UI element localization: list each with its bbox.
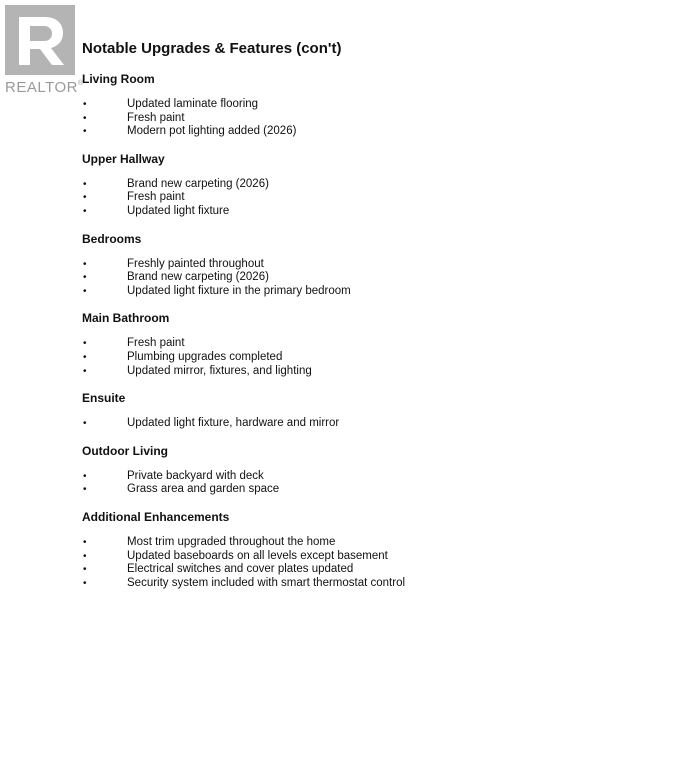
list-item: • Electrical switches and cover plates updated (83, 563, 354, 576)
list-item: • Modern pot lighting added (2026) (83, 125, 297, 138)
section-outdoor-living (82, 444, 642, 497)
bullet-icon: • (83, 338, 87, 350)
bullet-icon: • (83, 418, 87, 430)
realtor-r-logo-icon (5, 5, 75, 75)
feature-list (82, 178, 642, 219)
bullet-icon: • (83, 577, 87, 589)
bullet-icon: • (83, 272, 87, 284)
section-heading: Upper Hallway (82, 151, 165, 166)
list-item: • Updated light fixture in the primary bedroom (83, 284, 351, 297)
bullet-icon: • (83, 258, 87, 270)
bullet-icon: • (83, 178, 87, 190)
section-upper-hallway (82, 152, 642, 219)
section-heading: Main Bathroom (82, 311, 170, 326)
bullet-icon: • (83, 550, 87, 562)
section-additional-enhancements (82, 510, 642, 590)
page-title: Notable Upgrades & Features (con't) (82, 40, 342, 57)
list-item: • Updated light fixture (83, 204, 230, 217)
feature-list (82, 258, 642, 299)
feature-list (82, 536, 642, 590)
feature-list (82, 98, 642, 139)
section-heading: Outdoor Living (82, 443, 168, 458)
section-heading: Living Room (82, 72, 155, 86)
features-content (82, 72, 642, 603)
realtor-logo (5, 5, 84, 96)
bullet-icon: • (83, 112, 87, 124)
bullet-icon: • (83, 351, 87, 363)
list-item: • Fresh paint (83, 337, 185, 350)
section-main-bathroom (82, 311, 642, 378)
list-item: • Security system included with smart thermostat control (83, 576, 406, 589)
section-heading: Additional Enhancements (82, 509, 230, 524)
bullet-icon: • (83, 285, 87, 297)
feature-list (82, 417, 642, 431)
realtor-wordmark: REALTOR® (5, 79, 84, 96)
list-item: • Private backyard with deck (83, 469, 264, 482)
bullet-icon: • (83, 470, 87, 482)
list-item: • Fresh paint (83, 111, 185, 124)
bullet-icon: • (83, 365, 87, 377)
list-item: • Freshly painted throughout (83, 257, 264, 270)
section-heading: Bedrooms (82, 231, 142, 246)
bullet-icon: • (83, 99, 87, 110)
bullet-icon: • (83, 564, 87, 576)
feature-list (82, 337, 642, 378)
list-item: • Grass area and garden space (83, 483, 280, 496)
list-item: • Updated light fixture, hardware and mirror (83, 417, 340, 430)
bullet-icon: • (83, 205, 87, 217)
section-ensuite (82, 391, 642, 431)
section-heading: Ensuite (82, 391, 126, 406)
section-bedrooms (82, 232, 642, 299)
bullet-icon: • (83, 192, 87, 204)
list-item: • Fresh paint (83, 191, 185, 204)
section-living-room (82, 72, 642, 139)
list-item: • Most trim upgraded throughout the home (83, 535, 336, 548)
bullet-icon: • (83, 484, 87, 496)
list-item: • Brand new carpeting (2026) (83, 177, 269, 190)
bullet-icon: • (83, 536, 87, 548)
list-item: • Plumbing upgrades completed (83, 350, 283, 363)
list-item: • Updated baseboards on all levels except basement (83, 549, 388, 562)
list-item: • Updated laminate flooring (83, 98, 259, 110)
feature-list (82, 470, 642, 497)
bullet-icon: • (83, 126, 87, 138)
list-item: • Updated mirror, fixtures, and lighting (83, 364, 312, 377)
list-item: • Brand new carpeting (2026) (83, 271, 269, 284)
